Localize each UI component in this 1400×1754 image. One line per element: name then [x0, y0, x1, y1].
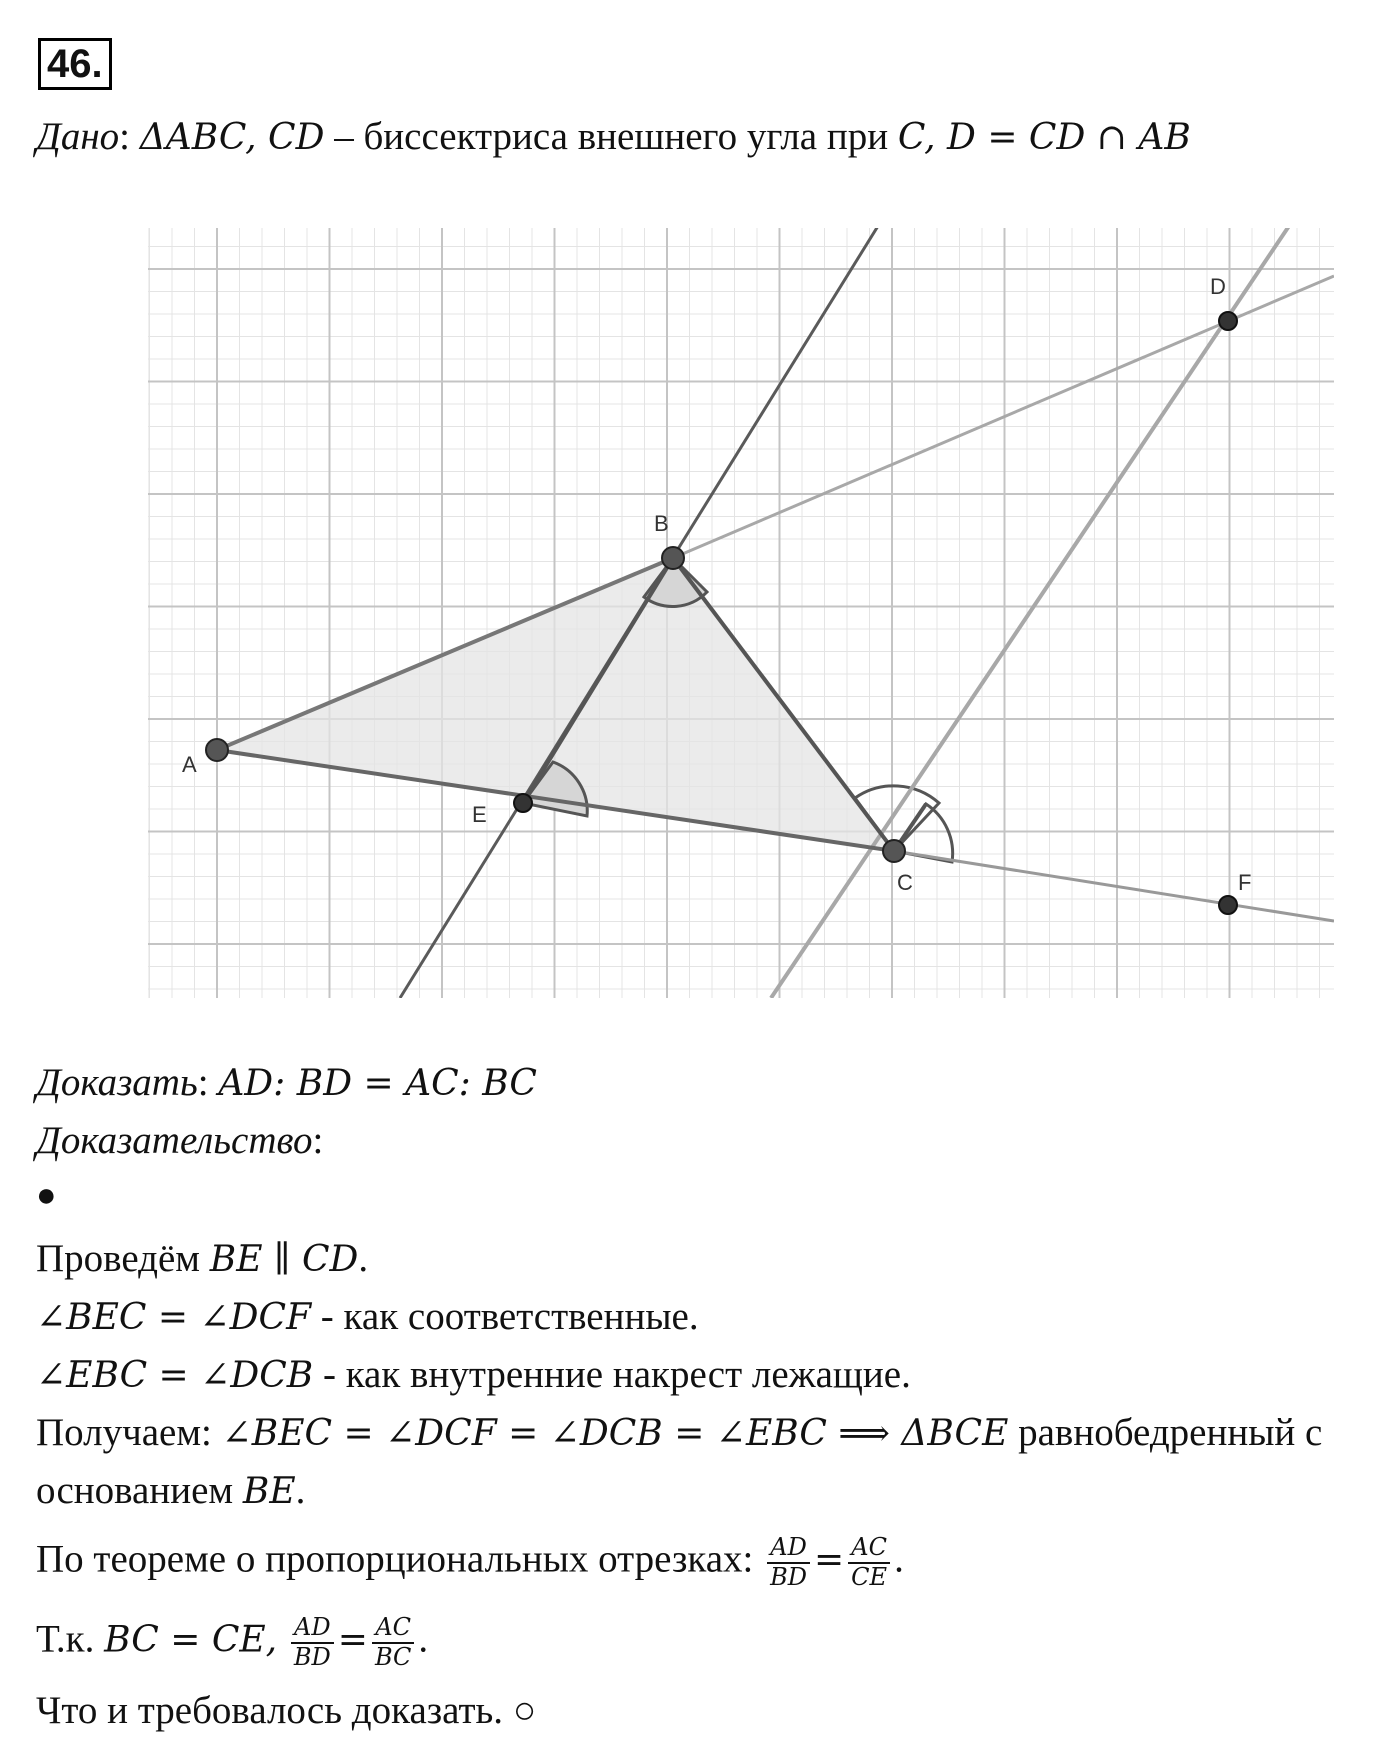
proof-title: Доказательство: [36, 1119, 324, 1162]
step4-text: Получаем: [36, 1411, 222, 1454]
step6-math: BC = CE, [104, 1619, 278, 1661]
point-a [206, 739, 228, 761]
geometry-figure [148, 228, 1334, 998]
step4-math: ∠BEC = ∠DCF = ∠DCB = ∠EBC ⟹ ΔBCE [221, 1413, 1009, 1454]
point-b [662, 547, 684, 569]
fraction-denominator: CE [851, 1562, 888, 1591]
proof-step-3 [36, 1352, 911, 1399]
label-f: F [1238, 870, 1252, 895]
given-triangle: ΔABC, CD [139, 117, 325, 158]
fraction-numerator: AD [767, 1534, 810, 1564]
step6-text: Т.к. [36, 1617, 105, 1661]
given-label: Дано [36, 115, 120, 158]
fraction-ac-ce [848, 1534, 890, 1591]
conclusion-text: Что и требовалось доказать. [36, 1689, 513, 1732]
step3-text: - как внутренние накрест лежащие. [313, 1353, 911, 1396]
fraction-denominator: BD [770, 1562, 807, 1591]
label-d: D [1210, 274, 1226, 299]
given-intersection: , D = CD ∩ AB [924, 117, 1191, 158]
bullet: ● [36, 1177, 57, 1214]
proof-step-1: Проведём BE ∥ CD. [36, 1237, 369, 1280]
proof-step-4-continued: основанием BE. [36, 1469, 306, 1512]
end-of-proof-icon: ○ [512, 1689, 537, 1732]
proof-step-4 [36, 1410, 1322, 1457]
grid [148, 228, 1334, 998]
fraction-ac-bc [372, 1614, 414, 1671]
point-c [883, 840, 905, 862]
to-prove-label: Доказать [36, 1061, 198, 1104]
point-e [514, 794, 532, 812]
proof-step-2 [36, 1294, 699, 1341]
shapes [217, 228, 1334, 998]
step1-text: Проведём [36, 1237, 210, 1280]
label-c: C [897, 870, 913, 895]
step4b-text: основанием [36, 1469, 243, 1512]
given-line: Дано: ΔABC, CD – биссектриса внешнего угла при C, D = CD ∩ AB [36, 115, 1191, 158]
label-e: E [472, 802, 487, 827]
step5-text: По теореме о пропорциональных отрезках: [36, 1537, 764, 1581]
given-vertex: C [897, 117, 925, 158]
step1-math: BE ∥ CD [209, 1239, 359, 1280]
label-a: A [182, 752, 197, 777]
fraction-numerator: AC [372, 1614, 414, 1644]
given-text: – биссектриса внешнего угла при [324, 115, 898, 158]
fraction-ad-bd-2 [291, 1614, 334, 1671]
to-prove-line: Доказать: AD: BD = AC: BC [36, 1061, 537, 1104]
step4-rest: равнобедренный с [1008, 1411, 1323, 1454]
fraction-denominator: BD [293, 1642, 331, 1671]
fraction-denominator: BC [374, 1642, 412, 1671]
proof-step-6: Т.к. BC = CE, $\frac{AD}{BD}$ = $\frac{AC}{BC}$ . [36, 1613, 429, 1671]
step2-text: - как соответственные. [311, 1295, 699, 1338]
proof-title-text: Доказательство [36, 1119, 313, 1162]
point-d [1219, 312, 1237, 330]
step2-math: ∠BEC = ∠DCF [36, 1297, 312, 1338]
proof-conclusion [36, 1688, 536, 1735]
proof-step-5: По теореме о пропорциональных отрезках: $\frac{AD}{BD}$ = $\frac{AC}{CE}$ . [36, 1533, 904, 1591]
to-prove-statement: AD: BD = AC: BC [218, 1063, 537, 1104]
line-cd [771, 228, 1289, 998]
fraction-numerator: AD [291, 1614, 334, 1644]
fraction-ad-bd [767, 1534, 810, 1591]
step4b-math: BE [242, 1471, 296, 1512]
point-f [1219, 896, 1237, 914]
problem-number: 46. [38, 38, 112, 90]
fraction-numerator: AC [848, 1534, 890, 1564]
step3-math: ∠EBC = ∠DCB [36, 1355, 314, 1396]
label-b: B [654, 511, 669, 536]
